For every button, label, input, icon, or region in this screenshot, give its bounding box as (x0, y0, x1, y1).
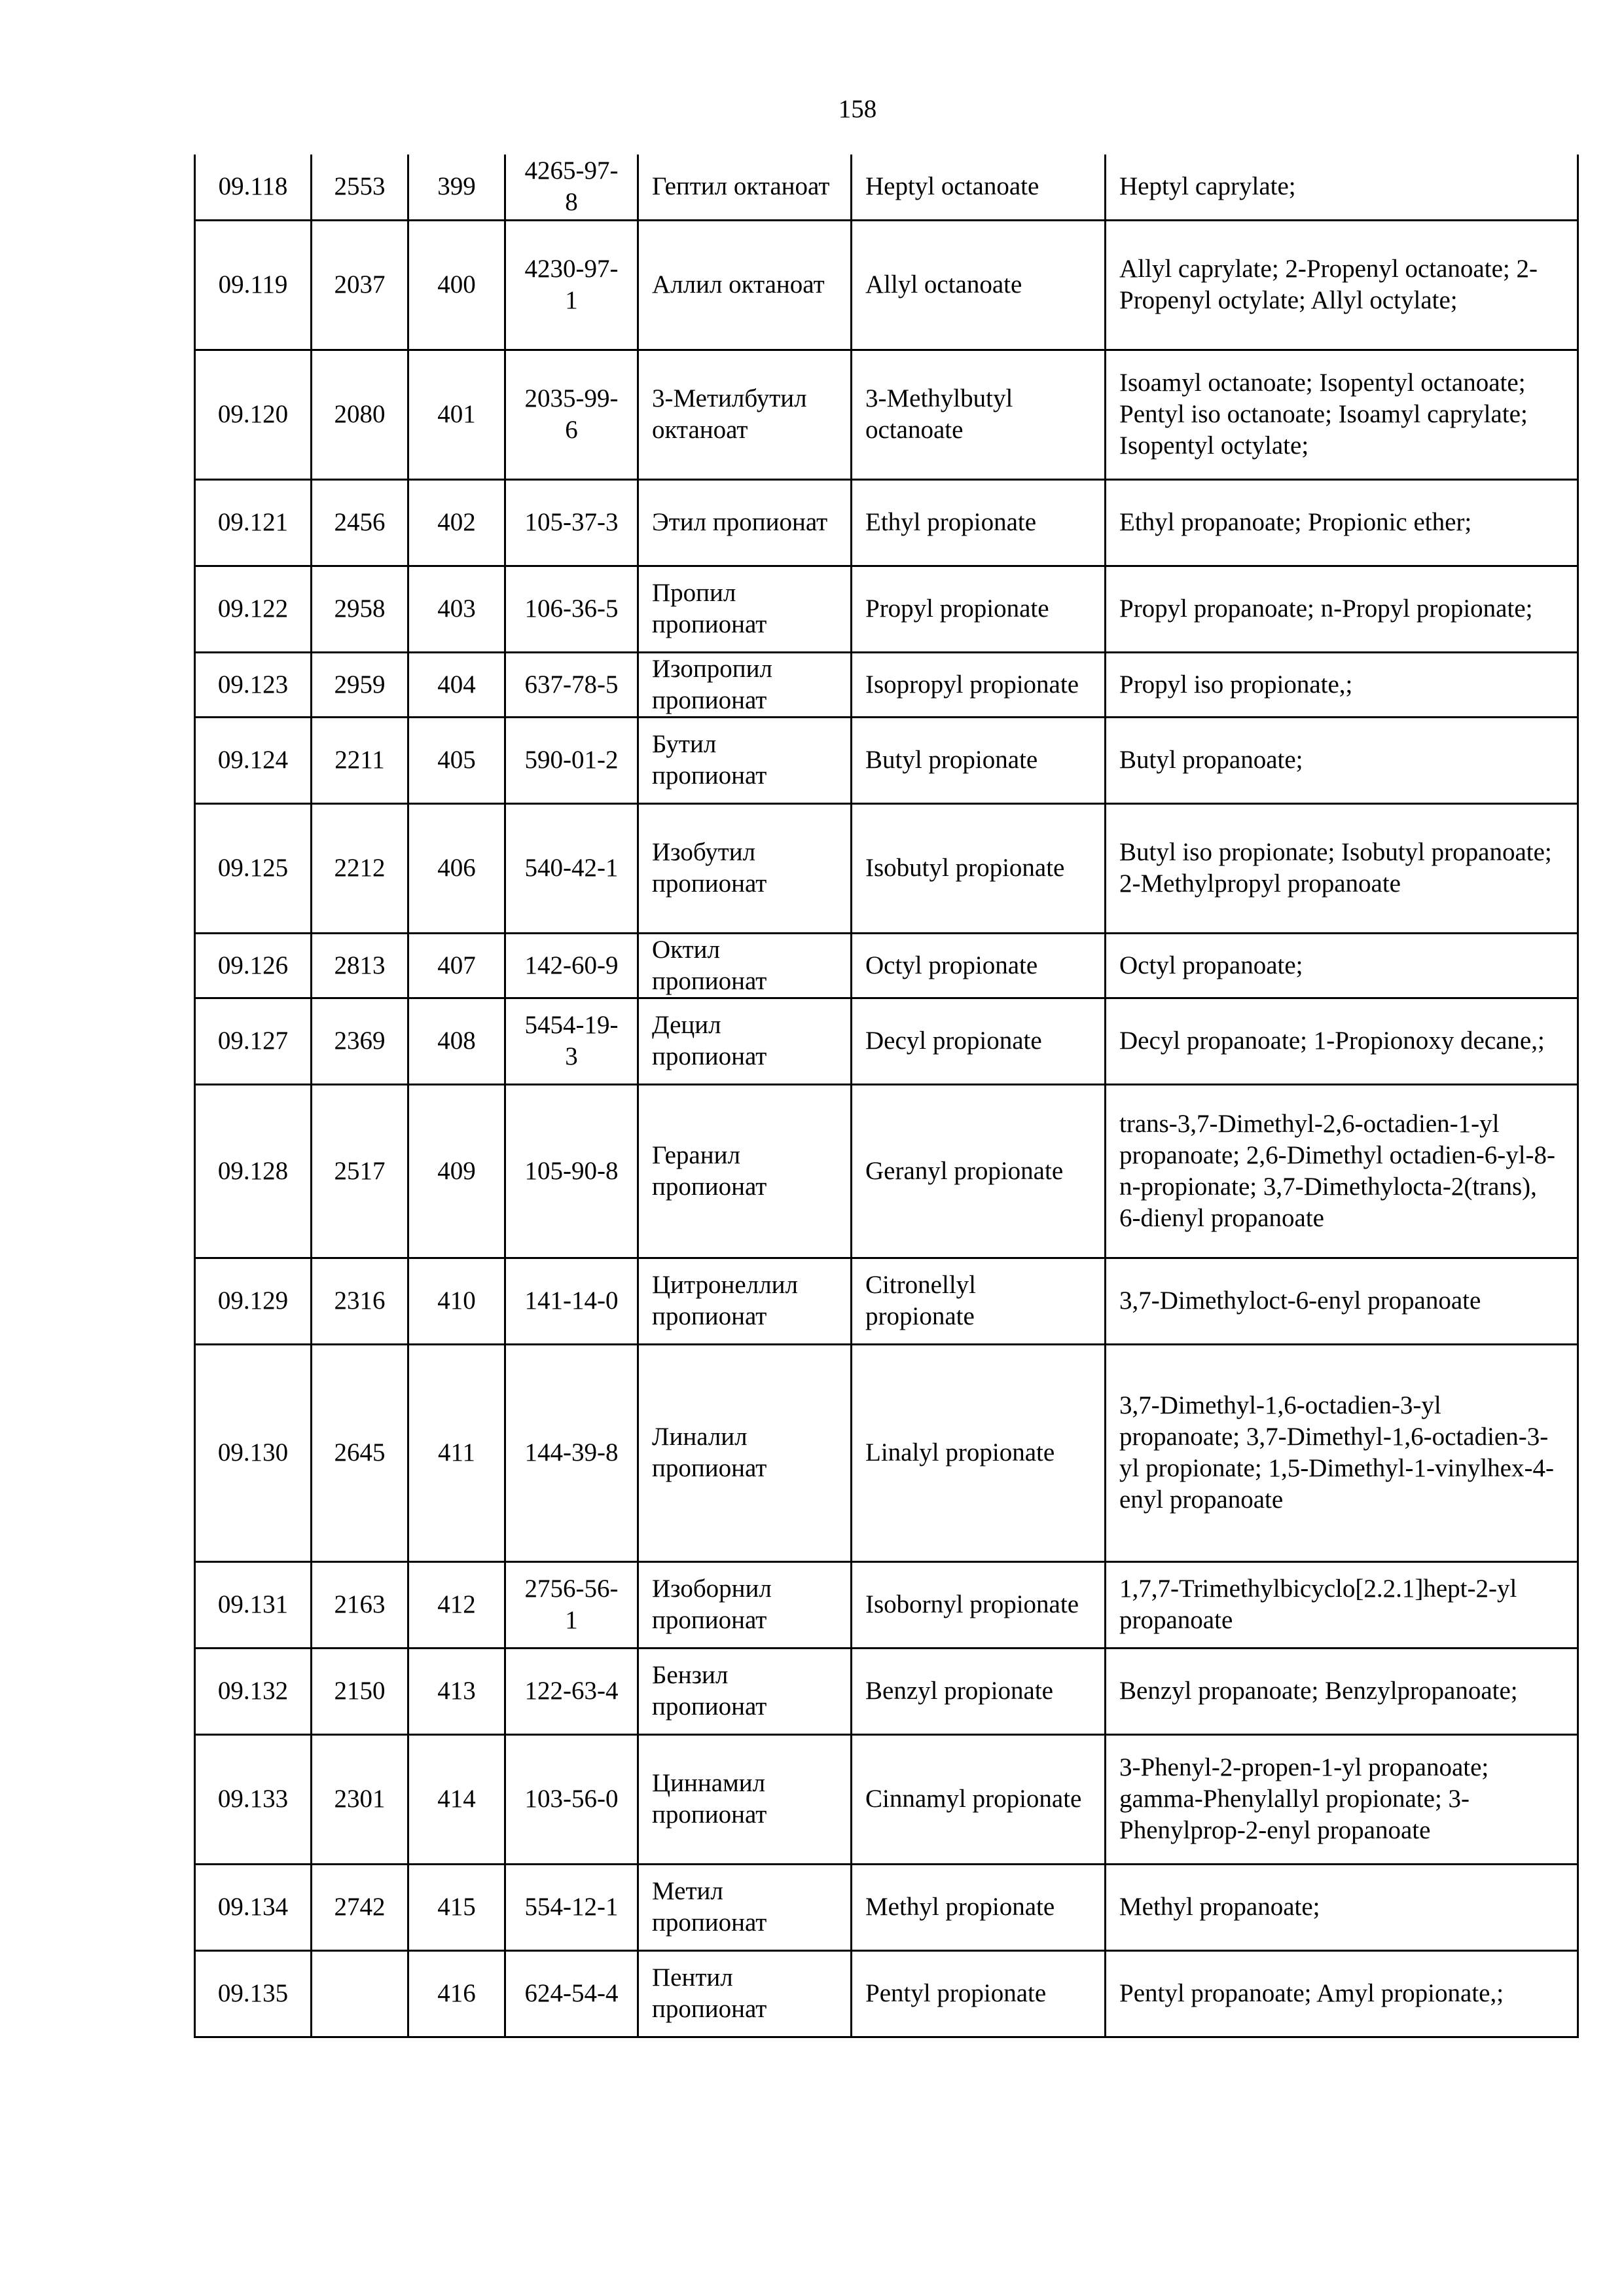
flavouring-substances-table (194, 155, 1579, 2038)
cell-fema-number: 2163 (312, 1561, 408, 1648)
cell-cas-number: 2756-56-1 (505, 1561, 638, 1648)
cell-cas-number: 106-36-5 (505, 566, 638, 652)
table-row (195, 1734, 1578, 1864)
cell-jecfa-number: 413 (408, 1648, 505, 1734)
cell-jecfa-number: 409 (408, 1084, 505, 1258)
cell-name-ru: Изобутил пропионат (638, 803, 852, 933)
cell-synonyms: Heptyl caprylate; (1106, 155, 1578, 220)
cell-name-en: Allyl octanoate (852, 220, 1106, 350)
cell-fema-number: 2037 (312, 220, 408, 350)
cell-fema-number: 2212 (312, 803, 408, 933)
cell-fema-number: 2959 (312, 652, 408, 717)
cell-fema-number: 2080 (312, 350, 408, 479)
table-row (195, 1258, 1578, 1344)
cell-name-ru: Пентил пропионат (638, 1950, 852, 2037)
cell-name-en: Butyl propionate (852, 717, 1106, 803)
cell-jecfa-number: 416 (408, 1950, 505, 2037)
cell-fema-number: 2369 (312, 998, 408, 1084)
table-row (195, 1864, 1578, 1950)
cell-cas-number: 103-56-0 (505, 1734, 638, 1864)
cell-name-ru: Октил пропионат (638, 933, 852, 998)
cell-cas-number: 2035-99-6 (505, 350, 638, 479)
cell-jecfa-number: 407 (408, 933, 505, 998)
cell-cas-number: 4265-97-8 (505, 155, 638, 220)
table-row (195, 1950, 1578, 2037)
cell-cas-number: 144-39-8 (505, 1344, 638, 1561)
cell-name-ru: Пропил пропионат (638, 566, 852, 652)
cell-code: 09.125 (195, 803, 312, 933)
cell-code: 09.127 (195, 998, 312, 1084)
cell-code: 09.118 (195, 155, 312, 220)
cell-cas-number: 105-90-8 (505, 1084, 638, 1258)
cell-fema-number: 2150 (312, 1648, 408, 1734)
page-number: 158 (838, 95, 877, 123)
cell-fema-number: 2813 (312, 933, 408, 998)
table-row (195, 1084, 1578, 1258)
cell-jecfa-number: 415 (408, 1864, 505, 1950)
cell-jecfa-number: 404 (408, 652, 505, 717)
cell-synonyms: Benzyl propanoate; Benzylpropanoate; (1106, 1648, 1578, 1734)
table-row (195, 566, 1578, 652)
cell-synonyms: Octyl propanoate; (1106, 933, 1578, 998)
cell-name-en: Heptyl octanoate (852, 155, 1106, 220)
cell-cas-number: 142-60-9 (505, 933, 638, 998)
cell-synonyms: Pentyl propanoate; Amyl propionate,; (1106, 1950, 1578, 2037)
cell-name-ru: Геранил пропионат (638, 1084, 852, 1258)
cell-name-ru: 3-Метилбутил октаноат (638, 350, 852, 479)
cell-name-en: Isobutyl propionate (852, 803, 1106, 933)
cell-jecfa-number: 406 (408, 803, 505, 933)
cell-code: 09.123 (195, 652, 312, 717)
cell-synonyms: Methyl propanoate; (1106, 1864, 1578, 1950)
cell-cas-number: 590-01-2 (505, 717, 638, 803)
cell-synonyms: Allyl caprylate; 2-Propenyl octanoate; 2-Propenyl octylate; Allyl octylate; (1106, 220, 1578, 350)
cell-synonyms: Propyl iso propionate,; (1106, 652, 1578, 717)
cell-jecfa-number: 408 (408, 998, 505, 1084)
table-row (195, 652, 1578, 717)
cell-fema-number: 2316 (312, 1258, 408, 1344)
cell-name-ru: Цитронеллил пропионат (638, 1258, 852, 1344)
cell-name-en: Citronellyl propionate (852, 1258, 1106, 1344)
cell-jecfa-number: 405 (408, 717, 505, 803)
cell-synonyms: Butyl iso propionate; Isobutyl propanoate; 2-Methylpropyl propanoate (1106, 803, 1578, 933)
cell-code: 09.132 (195, 1648, 312, 1734)
cell-name-en: Geranyl propionate (852, 1084, 1106, 1258)
cell-jecfa-number: 400 (408, 220, 505, 350)
cell-code: 09.128 (195, 1084, 312, 1258)
cell-jecfa-number: 402 (408, 479, 505, 566)
cell-name-en: Pentyl propionate (852, 1950, 1106, 2037)
table-row (195, 717, 1578, 803)
cell-code: 09.121 (195, 479, 312, 566)
cell-code: 09.129 (195, 1258, 312, 1344)
cell-code: 09.134 (195, 1864, 312, 1950)
cell-name-ru: Гептил октаноат (638, 155, 852, 220)
cell-name-en: Cinnamyl propionate (852, 1734, 1106, 1864)
cell-cas-number: 540-42-1 (505, 803, 638, 933)
cell-cas-number: 637-78-5 (505, 652, 638, 717)
cell-name-ru: Децил пропионат (638, 998, 852, 1084)
cell-code: 09.130 (195, 1344, 312, 1561)
cell-code: 09.124 (195, 717, 312, 803)
cell-fema-number (312, 1950, 408, 2037)
cell-synonyms: 3-Phenyl-2-propen-1-yl propanoate; gamma-Phenylallyl propionate; 3-Phenylprop-2-enyl propanoate (1106, 1734, 1578, 1864)
cell-jecfa-number: 401 (408, 350, 505, 479)
cell-fema-number: 2742 (312, 1864, 408, 1950)
table-row (195, 1561, 1578, 1648)
cell-synonyms: Isoamyl octanoate; Isopentyl octanoate; Pentyl iso octanoate; Isoamyl caprylate; Isopentyl octylate; (1106, 350, 1578, 479)
cell-name-en: Linalyl propionate (852, 1344, 1106, 1561)
cell-fema-number: 2456 (312, 479, 408, 566)
cell-jecfa-number: 403 (408, 566, 505, 652)
cell-cas-number: 4230-97-1 (505, 220, 638, 350)
cell-name-en: 3-Methylbutyl octanoate (852, 350, 1106, 479)
cell-synonyms: Ethyl propanoate; Propionic ether; (1106, 479, 1578, 566)
cell-synonyms: Propyl propanoate; n-Propyl propionate; (1106, 566, 1578, 652)
cell-synonyms: trans-3,7-Dimethyl-2,6-octadien-1-yl propanoate; 2,6-Dimethyl octadien-6-yl-8-n-propionate; 3,7-Dimethylocta-2(trans), 6-dienyl propanoate (1106, 1084, 1578, 1258)
cell-cas-number: 122-63-4 (505, 1648, 638, 1734)
cell-jecfa-number: 410 (408, 1258, 505, 1344)
cell-synonyms: Decyl propanoate; 1-Propionoxy decane,; (1106, 998, 1578, 1084)
cell-name-ru: Линалил пропионат (638, 1344, 852, 1561)
cell-name-en: Isobornyl propionate (852, 1561, 1106, 1648)
cell-cas-number: 5454-19-3 (505, 998, 638, 1084)
cell-name-ru: Изоборнил пропионат (638, 1561, 852, 1648)
table-row (195, 220, 1578, 350)
cell-code: 09.122 (195, 566, 312, 652)
cell-jecfa-number: 411 (408, 1344, 505, 1561)
cell-name-ru: Циннамил пропионат (638, 1734, 852, 1864)
cell-cas-number: 554-12-1 (505, 1864, 638, 1950)
cell-code: 09.119 (195, 220, 312, 350)
table-row (195, 933, 1578, 998)
cell-code: 09.120 (195, 350, 312, 479)
table-row (195, 803, 1578, 933)
cell-name-en: Ethyl propionate (852, 479, 1106, 566)
cell-name-en: Benzyl propionate (852, 1648, 1106, 1734)
cell-fema-number: 2553 (312, 155, 408, 220)
table-row (195, 155, 1578, 220)
cell-fema-number: 2301 (312, 1734, 408, 1864)
cell-jecfa-number: 399 (408, 155, 505, 220)
cell-name-ru: Аллил октаноат (638, 220, 852, 350)
cell-synonyms: 1,7,7-Trimethylbicyclo[2.2.1]hept-2-yl propanoate (1106, 1561, 1578, 1648)
cell-name-ru: Бензил пропионат (638, 1648, 852, 1734)
cell-name-ru: Этил пропионат (638, 479, 852, 566)
cell-name-en: Decyl propionate (852, 998, 1106, 1084)
cell-name-en: Isopropyl propionate (852, 652, 1106, 717)
cell-fema-number: 2958 (312, 566, 408, 652)
cell-code: 09.131 (195, 1561, 312, 1648)
table-row (195, 350, 1578, 479)
cell-fema-number: 2645 (312, 1344, 408, 1561)
cell-name-en: Methyl propionate (852, 1864, 1106, 1950)
cell-cas-number: 624-54-4 (505, 1950, 638, 2037)
table-row (195, 1648, 1578, 1734)
cell-name-ru: Метил пропионат (638, 1864, 852, 1950)
cell-name-ru: Изопропил пропионат (638, 652, 852, 717)
cell-jecfa-number: 414 (408, 1734, 505, 1864)
cell-synonyms: Butyl propanoate; (1106, 717, 1578, 803)
cell-code: 09.126 (195, 933, 312, 998)
cell-jecfa-number: 412 (408, 1561, 505, 1648)
cell-name-en: Octyl propionate (852, 933, 1106, 998)
cell-synonyms: 3,7-Dimethyl-1,6-octadien-3-yl propanoate; 3,7-Dimethyl-1,6-octadien-3-yl propionate; 1,5-Dimethyl-1-vinylhex-4-enyl propanoate (1106, 1344, 1578, 1561)
cell-synonyms: 3,7-Dimethyloct-6-enyl propanoate (1106, 1258, 1578, 1344)
table-row (195, 1344, 1578, 1561)
cell-code: 09.135 (195, 1950, 312, 2037)
table-row (195, 479, 1578, 566)
cell-name-ru: Бутил пропионат (638, 717, 852, 803)
cell-fema-number: 2211 (312, 717, 408, 803)
cell-code: 09.133 (195, 1734, 312, 1864)
cell-cas-number: 141-14-0 (505, 1258, 638, 1344)
cell-name-en: Propyl propionate (852, 566, 1106, 652)
table-row (195, 998, 1578, 1084)
cell-cas-number: 105-37-3 (505, 479, 638, 566)
cell-fema-number: 2517 (312, 1084, 408, 1258)
